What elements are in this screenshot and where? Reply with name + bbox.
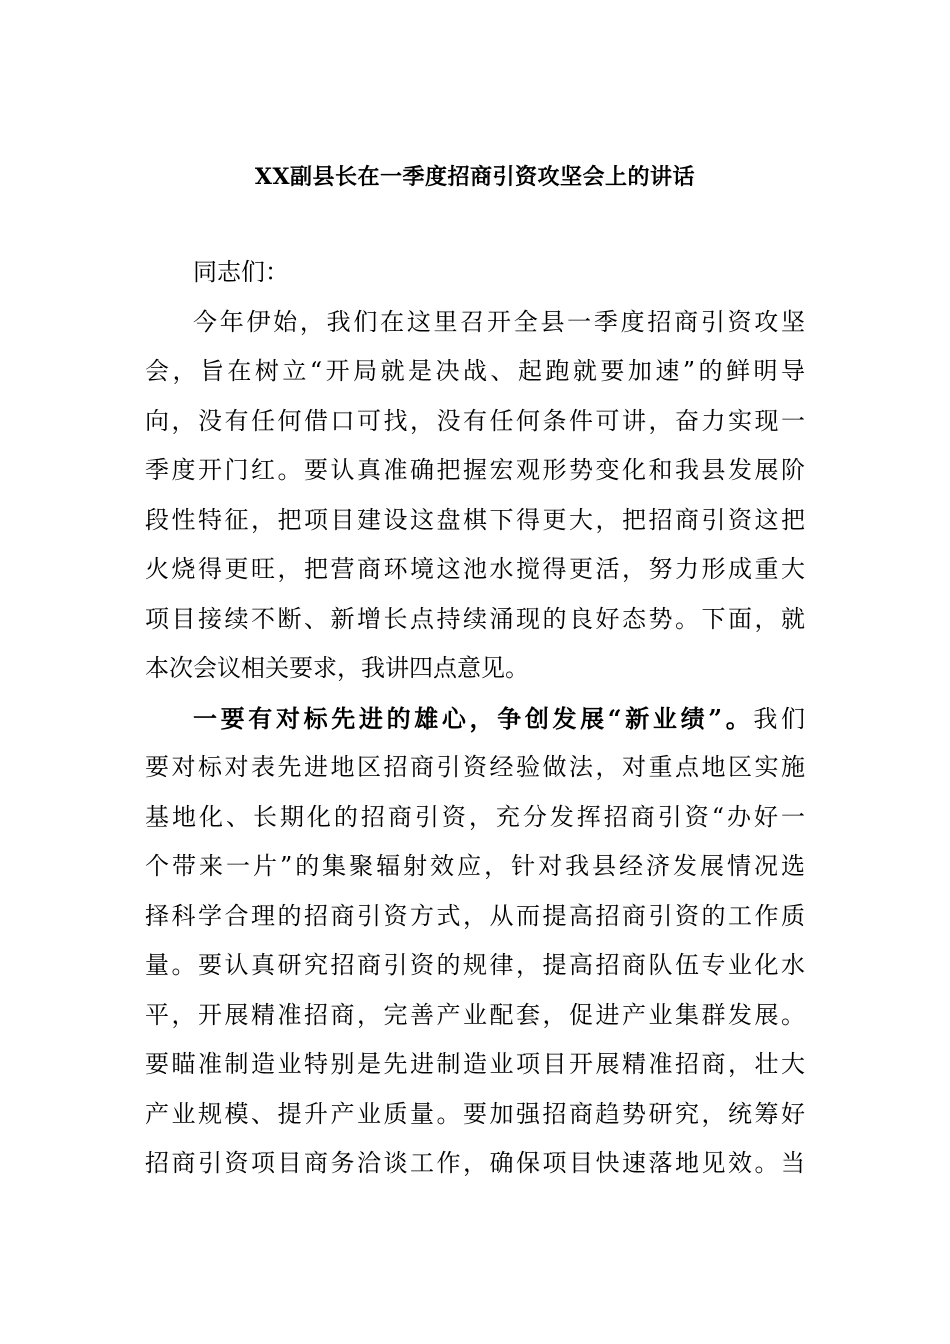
paragraph-line: 要对标对表先进地区招商引资经验做法，对重点地区实施 bbox=[145, 753, 805, 781]
document-body bbox=[145, 248, 805, 1189]
paragraph-line: 项目接续不断、新增长点持续涌现的良好态势。下面，就 bbox=[145, 604, 805, 633]
paragraph-line: 本次会议相关要求，我讲四点意见。 bbox=[145, 654, 529, 682]
paragraph-line: 向，没有任何借口可找，没有任何条件可讲，奋力实现一 bbox=[145, 406, 805, 435]
point-one-heading: 一要有对标先进的雄心，争创发展“新业绩”。 bbox=[193, 703, 754, 733]
paragraph-line: 基地化、长期化的招商引资，充分发挥招商引资“办好一 bbox=[145, 802, 805, 831]
paragraph-line: 段性特征，把项目建设这盘棋下得更大，把招商引资这把 bbox=[145, 505, 805, 534]
paragraph-line bbox=[145, 694, 805, 744]
paragraph-point-one bbox=[145, 694, 805, 1189]
paragraph-line: 择科学合理的招商引资方式，从而提高招商引资的工作质 bbox=[145, 901, 805, 930]
paragraph-line: 要瞄准制造业特别是先进制造业项目开展精准招商，壮大 bbox=[145, 1050, 805, 1078]
point-one-lead-text: 我们 bbox=[753, 704, 806, 733]
paragraph-line: 招商引资项目商务洽谈工作，确保项目快速落地见效。当 bbox=[145, 1149, 805, 1177]
paragraph-line: 个带来一片”的集聚辐射效应，针对我县经济发展情况选 bbox=[145, 852, 805, 880]
paragraph-line: 今年伊始，我们在这里召开全县一季度招商引资攻坚 bbox=[193, 307, 805, 336]
paragraph-line: 产业规模、提升产业质量。要加强招商趋势研究，统筹好 bbox=[145, 1099, 805, 1128]
paragraph-line: 季度开门红。要认真准确把握宏观形势变化和我县发展阶 bbox=[145, 456, 805, 484]
paragraph-line: 会，旨在树立“开局就是决战、起跑就要加速”的鲜明导 bbox=[145, 357, 805, 385]
document-title: XX副县长在一季度招商引资攻坚会上的讲话 bbox=[254, 164, 696, 190]
paragraph-line: 量。要认真研究招商引资的规律，提高招商队伍专业化水 bbox=[145, 951, 805, 979]
paragraph-line: 平，开展精准招商，完善产业配套，促进产业集群发展。 bbox=[145, 1000, 805, 1029]
salutation: 同志们： bbox=[193, 258, 289, 286]
paragraph-line: 火烧得更旺，把营商环境这池水搅得更活，努力形成重大 bbox=[145, 555, 805, 583]
paragraph-opening bbox=[145, 298, 805, 694]
